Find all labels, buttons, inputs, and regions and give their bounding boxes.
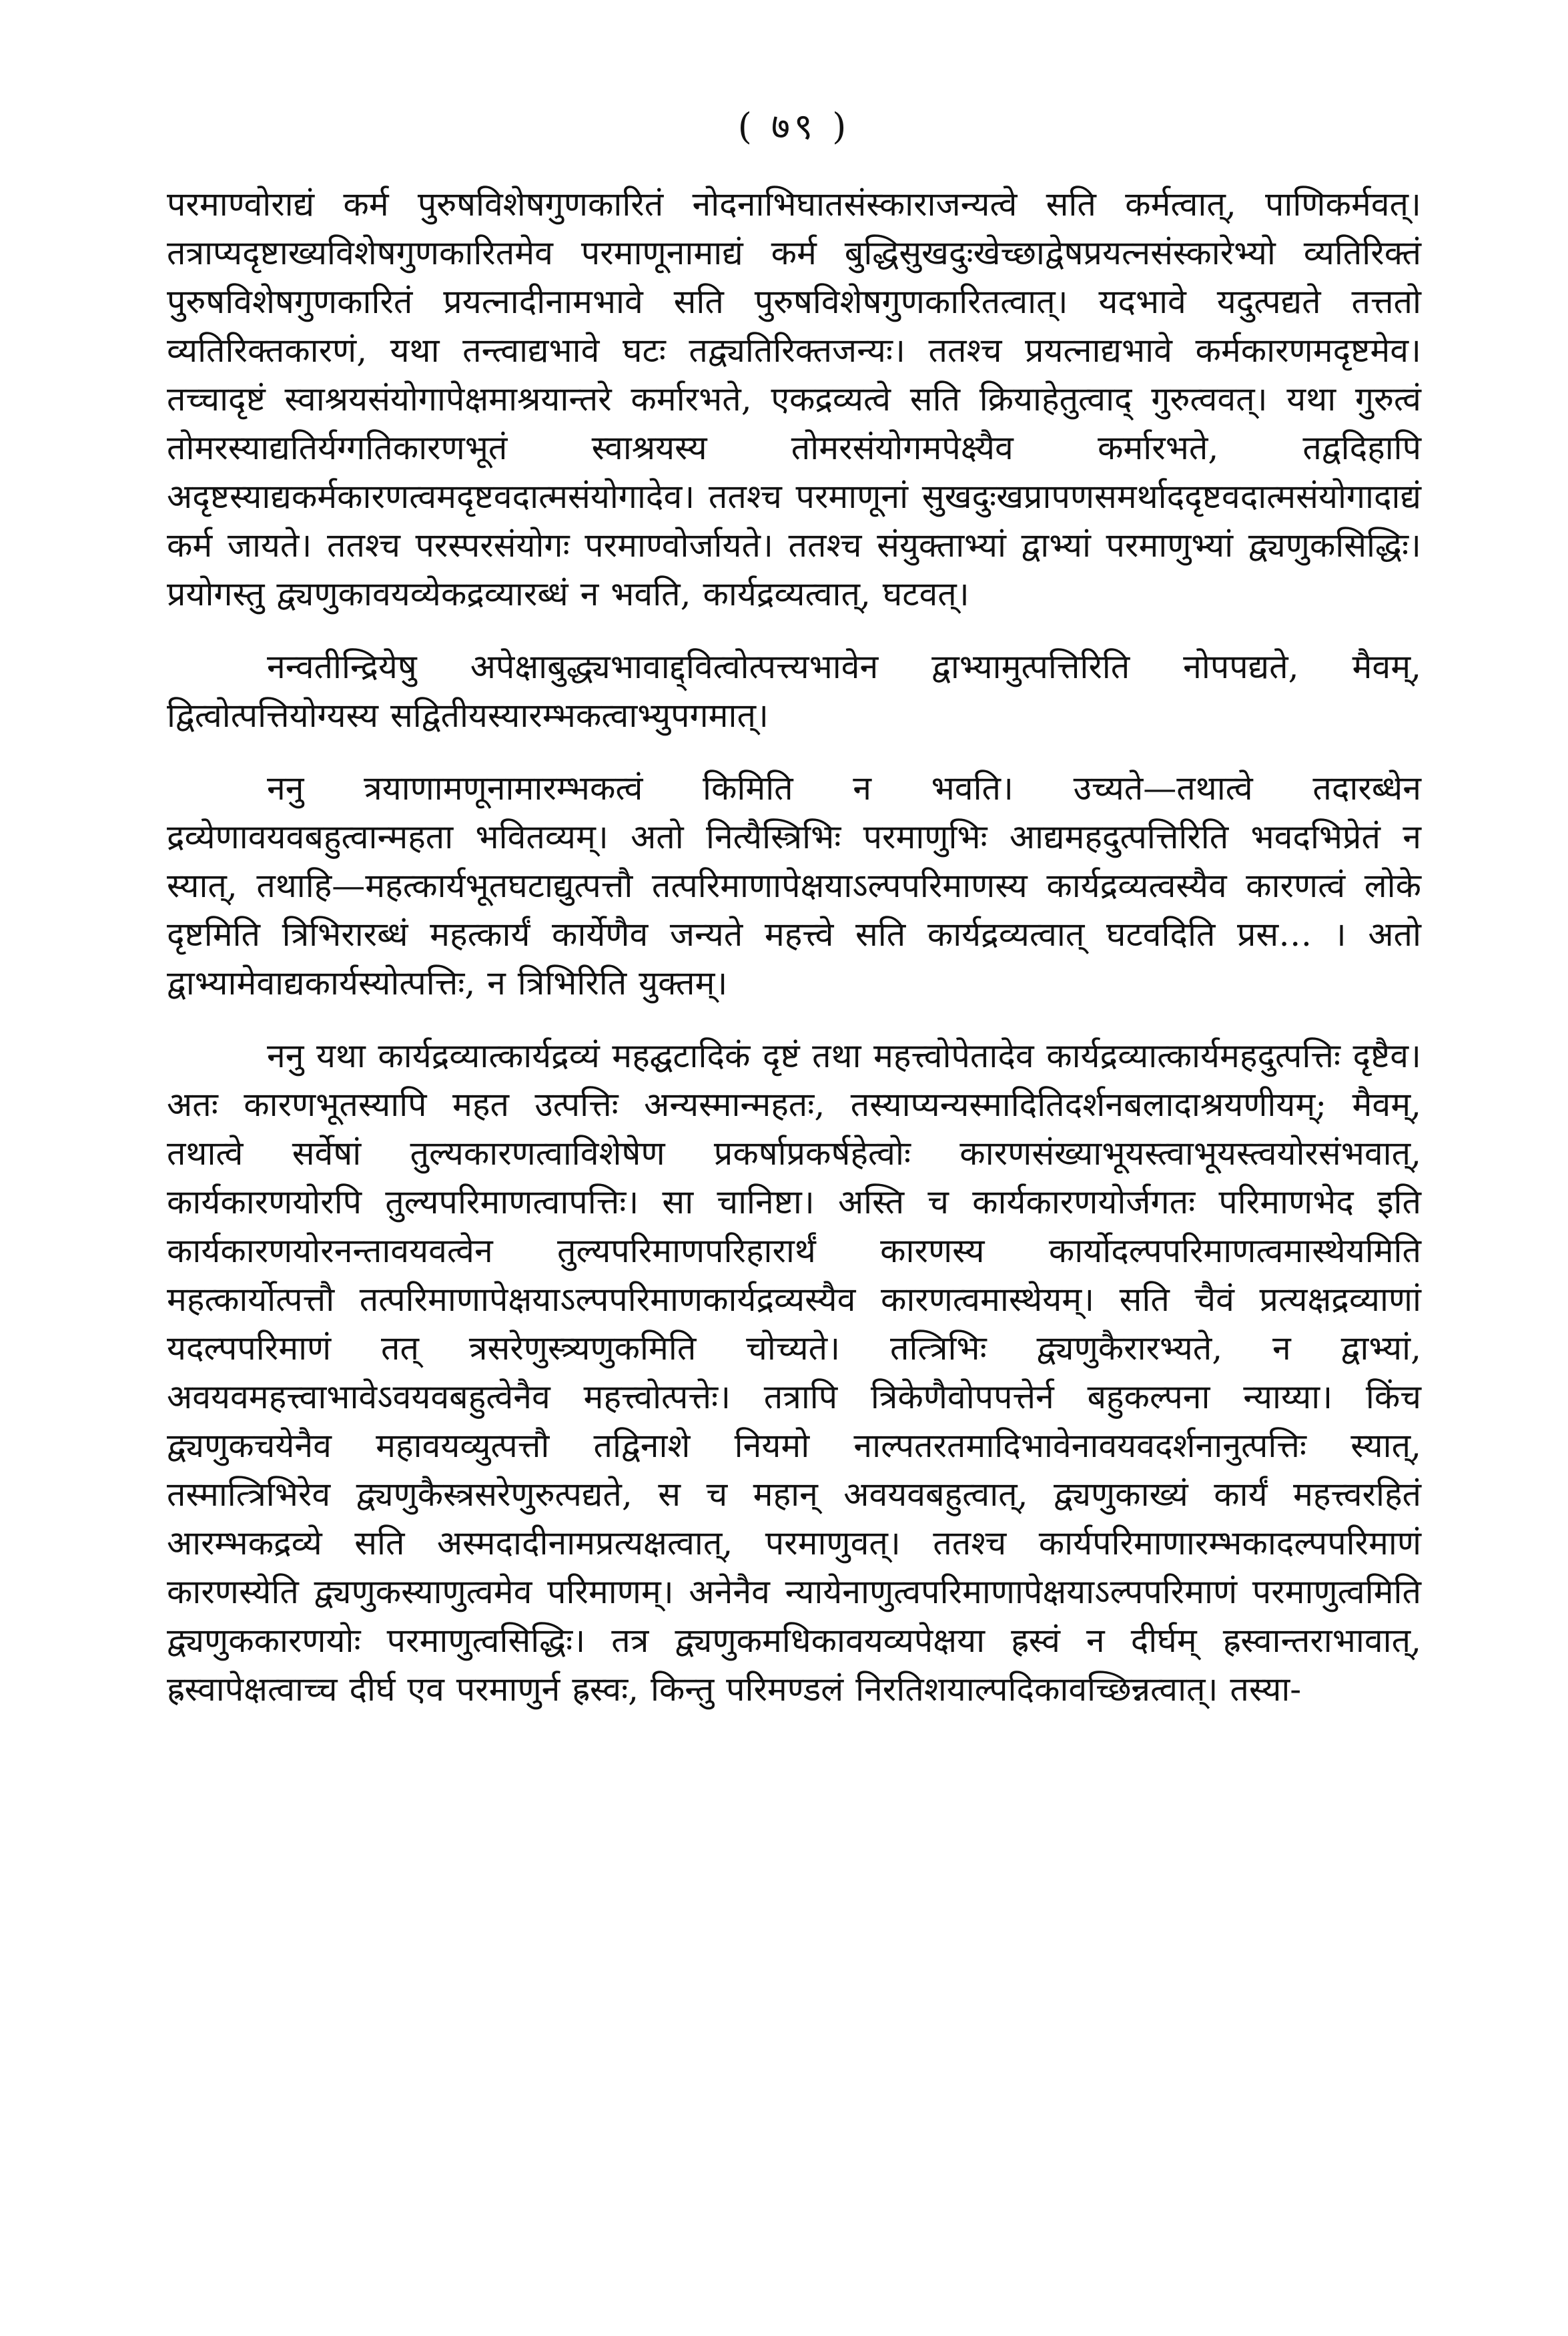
paragraph-3: ननु त्रयाणामणूनामारम्भकत्वं किमिति न भवति। उच्यते—तथात्वे तदारब्धेन द्रव्येणावयवबहुत्वान्महता भवितव्यम्। अतो नित्यैस्त्रिभिः परमाणुभिः आद्यमहदुत्पत्तिरिति भवदभिप्रेतं न स्यात्, तथाहि—महत्कार्यभूतघटाद्युत्पत्तौ तत्परिमाणापेक्षयाऽल्पपरिमाणस्य कार्यद्रव्यत्वस्यैव कारणत्वं लोके दृष्टमिति त्रिभिरारब्धं महत्कार्यं कार्येणैव जन्यते महत्त्वे सति कार्यद्रव्यत्वात् घटवदिति प्रस… । अतो द्वाभ्यामेवाद्यकार्यस्योत्पत्तिः, न त्रिभिरिति युक्तम्। bbox=[167, 769, 1421, 1002]
paragraph-4: ननु यथा कार्यद्रव्यात्कार्यद्रव्यं महद्घटादिकं दृष्टं तथा महत्त्वोपेतादेव कार्यद्रव्यात्कार्यमहदुत्पत्तिः दृष्टैव। अतः कारणभूतस्यापि महत उत्पत्तिः अन्यस्मान्महतः, तस्याप्यन्यस्मादितिदर्शनबलादाश्रयणीयम्; मैवम्, तथात्वे सर्वेषां तुल्यकारणत्वाविशेषेण प्रकर्षाप्रकर्षहेत्वोः कारणसंख्याभूयस्त्वाभूयस्त्वयोरसंभवात्, कार्यकारणयोरपि तुल्यपरिमाणत्वापत्तिः। सा चानिष्टा। अस्ति च कार्यकारणयोर्जगतः परिमाणभेद इति कार्यकारणयोरनन्तावयवत्वेन तुल्यपरिमाणपरिहारार्थं कारणस्य कार्योदल्पपरिमाणत्वमास्थेयमिति महत्कार्योत्पत्तौ तत्परिमाणापेक्षयाऽल्पपरिमाणकार्यद्रव्यस्यैव कारणत्वमास्थेयम्। सति चैवं प्रत्यक्षद्रव्याणां यदल्पपरिमाणं तत् त्रसरेणुस्त्र्यणुकमिति चोच्यते। तत्त्रिभिः द्व्यणुकैरारभ्यते, न द्वाभ्यां, अवयवमहत्त्वाभावेऽवयवबहुत्वेनैव महत्त्वोत्पत्तेः। तत्रापि त्रिकेणैवोपपत्तेर्न बहुकल्पना न्याय्या। किंच द्व्यणुकचयेनैव महावयव्युत्पत्तौ तद्विनाशे नियमो नाल्पतरतमादिभावेनावयवदर्शनानुत्पत्तिः स्यात्, तस्मात्त्रिभिरेव द्व्यणुकैस्त्रसरेणुरुत्पद्यते, स च महान् अवयवबहुत्वात्, द्व्यणुकाख्यं कार्यं महत्त्वरहितं आरम्भकद्रव्ये सति अस्मदादीनामप्रत्यक्षत्वात्, परमाणुवत्। ततश्च कार्यपरिमाणारम्भकादल्पपरिमाणं कारणस्येति द्व्यणुकस्याणुत्वमेव परिमाणम्। अनेनैव न्यायेनाणुत्वपरिमाणापेक्षयाऽल्पपरिमाणं परमाणुत्वमिति द्व्यणुककारणयोः परमाणुत्वसिद्धिः। तत्र द्व्यणुकमधिकावयव्यपेक्षया ह्रस्वं न दीर्घम् ह्रस्वान्तराभावात्, ह्रस्वापेक्षत्वाच्च दीर्घ एव परमाणुर्न ह्रस्वः, किन्तु परिमण्डलं निरतिशयाल्पदिकावच्छिन्नत्वात्। तस्या- bbox=[167, 1037, 1421, 1709]
page-number: ( ७९ ) bbox=[737, 105, 851, 148]
paragraph-2: नन्वतीन्द्रियेषु अपेक्षाबुद्ध्यभावाद्द्वित्वोत्पत्त्यभावेन द्वाभ्यामुत्पत्तिरिति नोपपद्यते, मैवम्, द्वित्वोत्पत्तियोग्यस्य सद्वितीयस्यारम्भकत्वाभ्युपगमात्। bbox=[167, 647, 1421, 735]
paragraph-1: परमाण्वोराद्यं कर्म पुरुषविशेषगुणकारितं नोदनाभिघातसंस्काराजन्यत्वे सति कर्मत्वात्, पाणिकर्मवत्। तत्राप्यदृष्टाख्यविशेषगुणकारितमेव परमाणूनामाद्यं कर्म बुद्धिसुखदुःखेच्छाद्वेषप्रयत्नसंस्कारेभ्यो व्यतिरिक्तं पुरुषविशेषगुणकारितं प्रयत्नादीनामभावे सति पुरुषविशेषगुणकारितत्वात्। यदभावे यदुत्पद्यते तत्ततो व्यतिरिक्तकारणं, यथा तन्त्वाद्यभावे घटः तद्व्यतिरिक्तजन्यः। ततश्च प्रयत्नाद्यभावे कर्मकारणमदृष्टमेव। तच्चादृष्टं स्वाश्रयसंयोगापेक्षमाश्रयान्तरे कर्मारभते, एकद्रव्यत्वे सति क्रियाहेतुत्वाद् गुरुत्ववत्। यथा गुरुत्वं तोमरस्याद्यतिर्यग्गतिकारणभूतं स्वाश्रयस्य तोमरसंयोगमपेक्ष्यैव कर्मारभते, तद्वदिहापि अदृष्टस्याद्यकर्मकारणत्वमदृष्टवदात्मसंयोगादेव। ततश्च परमाणूनां सुखदुःखप्रापणसमर्थाददृष्टवदात्मसंयोगादाद्यं कर्म जायते। ततश्च परस्परसंयोगः परमाण्वोर्जायते। ततश्च संयुक्ताभ्यां द्वाभ्यां परमाणुभ्यां द्व्यणुकसिद्धिः। प्रयोगस्तु द्व्यणुकावयव्येकद्रव्यारब्धं न भवति, कार्यद्रव्यत्वात्, घटवत्। bbox=[167, 185, 1421, 613]
